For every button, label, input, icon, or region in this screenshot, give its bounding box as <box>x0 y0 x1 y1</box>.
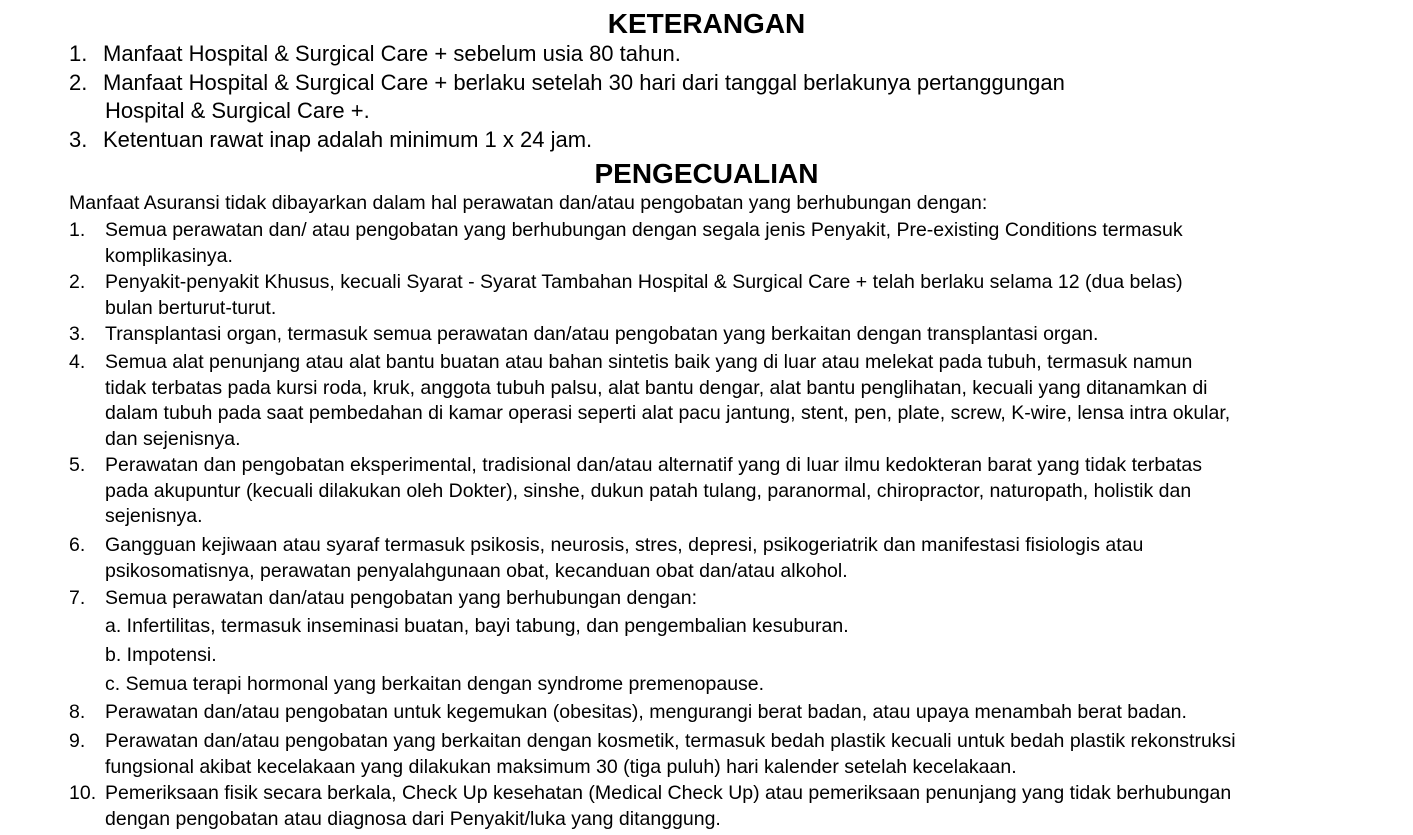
exclusion-subitem-a: a. Infertilitas, termasuk inseminasi buatan, bayi tabung, dan pengembalian kesuburan. <box>105 615 849 637</box>
item-text: Penyakit-penyakit Khusus, kecuali Syarat - Syarat Tambahan Hospital & Surgical Care + telah berlaku selama 12 (dua belas) bulan berturut-turut. <box>105 271 1183 319</box>
item-number: 9. <box>69 730 86 752</box>
item-text: Perawatan dan pengobatan eksperimental, tradisional dan/atau alternatif yang di luar ilmu kedokteran barat yang tidak terbatas pada akupuntur (kecuali dilakukan oleh Dokter), sinshe, dukun patah tulang, paranormal, chiropractor, naturopath, holistik dan sejenisnya. <box>105 454 1203 527</box>
pengecualian-intro: Manfaat Asuransi tidak dibayarkan dalam hal perawatan dan/atau pengobatan yang berhubungan dengan: <box>69 192 988 214</box>
exclusion-item-9 <box>69 729 1369 780</box>
exclusion-item-8 <box>69 700 1369 726</box>
exclusion-item-4 <box>69 350 1369 452</box>
item-number: 7. <box>69 587 86 609</box>
exclusion-item-2 <box>69 270 1369 321</box>
item-text: Ketentuan rawat inap adalah minimum 1 x 24 jam. <box>103 127 593 152</box>
keterangan-item-2 <box>69 69 1065 97</box>
item-number: 5. <box>69 454 86 476</box>
item-number: 3. <box>69 323 86 345</box>
keterangan-item-3 <box>69 126 592 154</box>
item-number: 3. <box>69 127 88 152</box>
item-number: 10. <box>69 782 97 804</box>
item-text: Semua perawatan dan/ atau pengobatan yang berhubungan dengan segala jenis Penyakit, Pre-existing Conditions termasuk komplikasinya. <box>105 219 1183 267</box>
exclusion-item-6 <box>69 533 1369 584</box>
exclusion-item-3 <box>69 322 1369 348</box>
keterangan-item-1 <box>69 40 681 68</box>
item-number: 6. <box>69 534 86 556</box>
item-text: Gangguan kejiwaan atau syaraf termasuk psikosis, neurosis, stres, depresi, psikogeriatrik dan manifestasi fisiologis atau psikosomatisnya, perawatan penyalahgunaan obat, kecanduan obat dan/atau alkohol. <box>105 534 1144 582</box>
item-text: Manfaat Hospital & Surgical Care + sebelum usia 80 tahun. <box>103 41 681 66</box>
item-text: Perawatan dan/atau pengobatan untuk kegemukan (obesitas), mengurangi berat badan, atau upaya menambah berat badan. <box>105 701 1187 723</box>
item-text: Semua alat penunjang atau alat bantu buatan atau bahan sintetis baik yang di luar atau melekat pada tubuh, termasuk namun tidak terbatas pada kursi roda, kruk, anggota tubuh palsu, alat bantu dengar, alat bantu penglihatan, kecuali yang ditanamkan di dalam tubuh pada saat pembedahan di kamar operasi seperti alat pacu jantung, stent, pen, plate, screw, K-wire, lensa intra okular, dan sejenisnya. <box>105 351 1231 450</box>
exclusion-item-10 <box>69 781 1369 832</box>
pengecualian-heading: PENGECUALIAN <box>594 158 819 189</box>
keterangan-heading: KETERANGAN <box>607 8 806 39</box>
item-number: 2. <box>69 70 88 95</box>
exclusion-subitem-b: b. Impotensi. <box>105 644 217 666</box>
item-text: Perawatan dan/atau pengobatan yang berkaitan dengan kosmetik, termasuk bedah plastik kecuali untuk bedah plastik rekonstruksi fungsional akibat kecelakaan yang dilakukan maksimum 30 (tiga puluh) hari kalender setelah kecelakaan. <box>105 730 1236 778</box>
item-text: Pemeriksaan fisik secara berkala, Check Up kesehatan (Medical Check Up) atau pemeriksaan penunjang yang tidak berhubungan dengan pengobatan atau diagnosa dari Penyakit/luka yang ditanggung. <box>105 782 1232 830</box>
item-number: 2. <box>69 271 86 293</box>
item-text: Manfaat Hospital & Surgical Care + berlaku setelah 30 hari dari tanggal berlakunya pertanggungan <box>103 70 1065 95</box>
item-text: Transplantasi organ, termasuk semua perawatan dan/atau pengobatan yang berkaitan dengan transplantasi organ. <box>105 323 1099 345</box>
item-number: 1. <box>69 41 88 66</box>
keterangan-item-2-continuation: Hospital & Surgical Care +. <box>105 98 370 123</box>
item-number: 4. <box>69 351 86 373</box>
item-text: Semua perawatan dan/atau pengobatan yang berhubungan dengan: <box>105 587 697 609</box>
exclusion-subitem-c: c. Semua terapi hormonal yang berkaitan dengan syndrome premenopause. <box>105 673 765 695</box>
exclusion-item-5 <box>69 453 1369 530</box>
exclusion-item-7 <box>69 586 1369 612</box>
exclusion-item-1 <box>69 218 1369 269</box>
item-number: 8. <box>69 701 86 723</box>
item-number: 1. <box>69 219 86 241</box>
